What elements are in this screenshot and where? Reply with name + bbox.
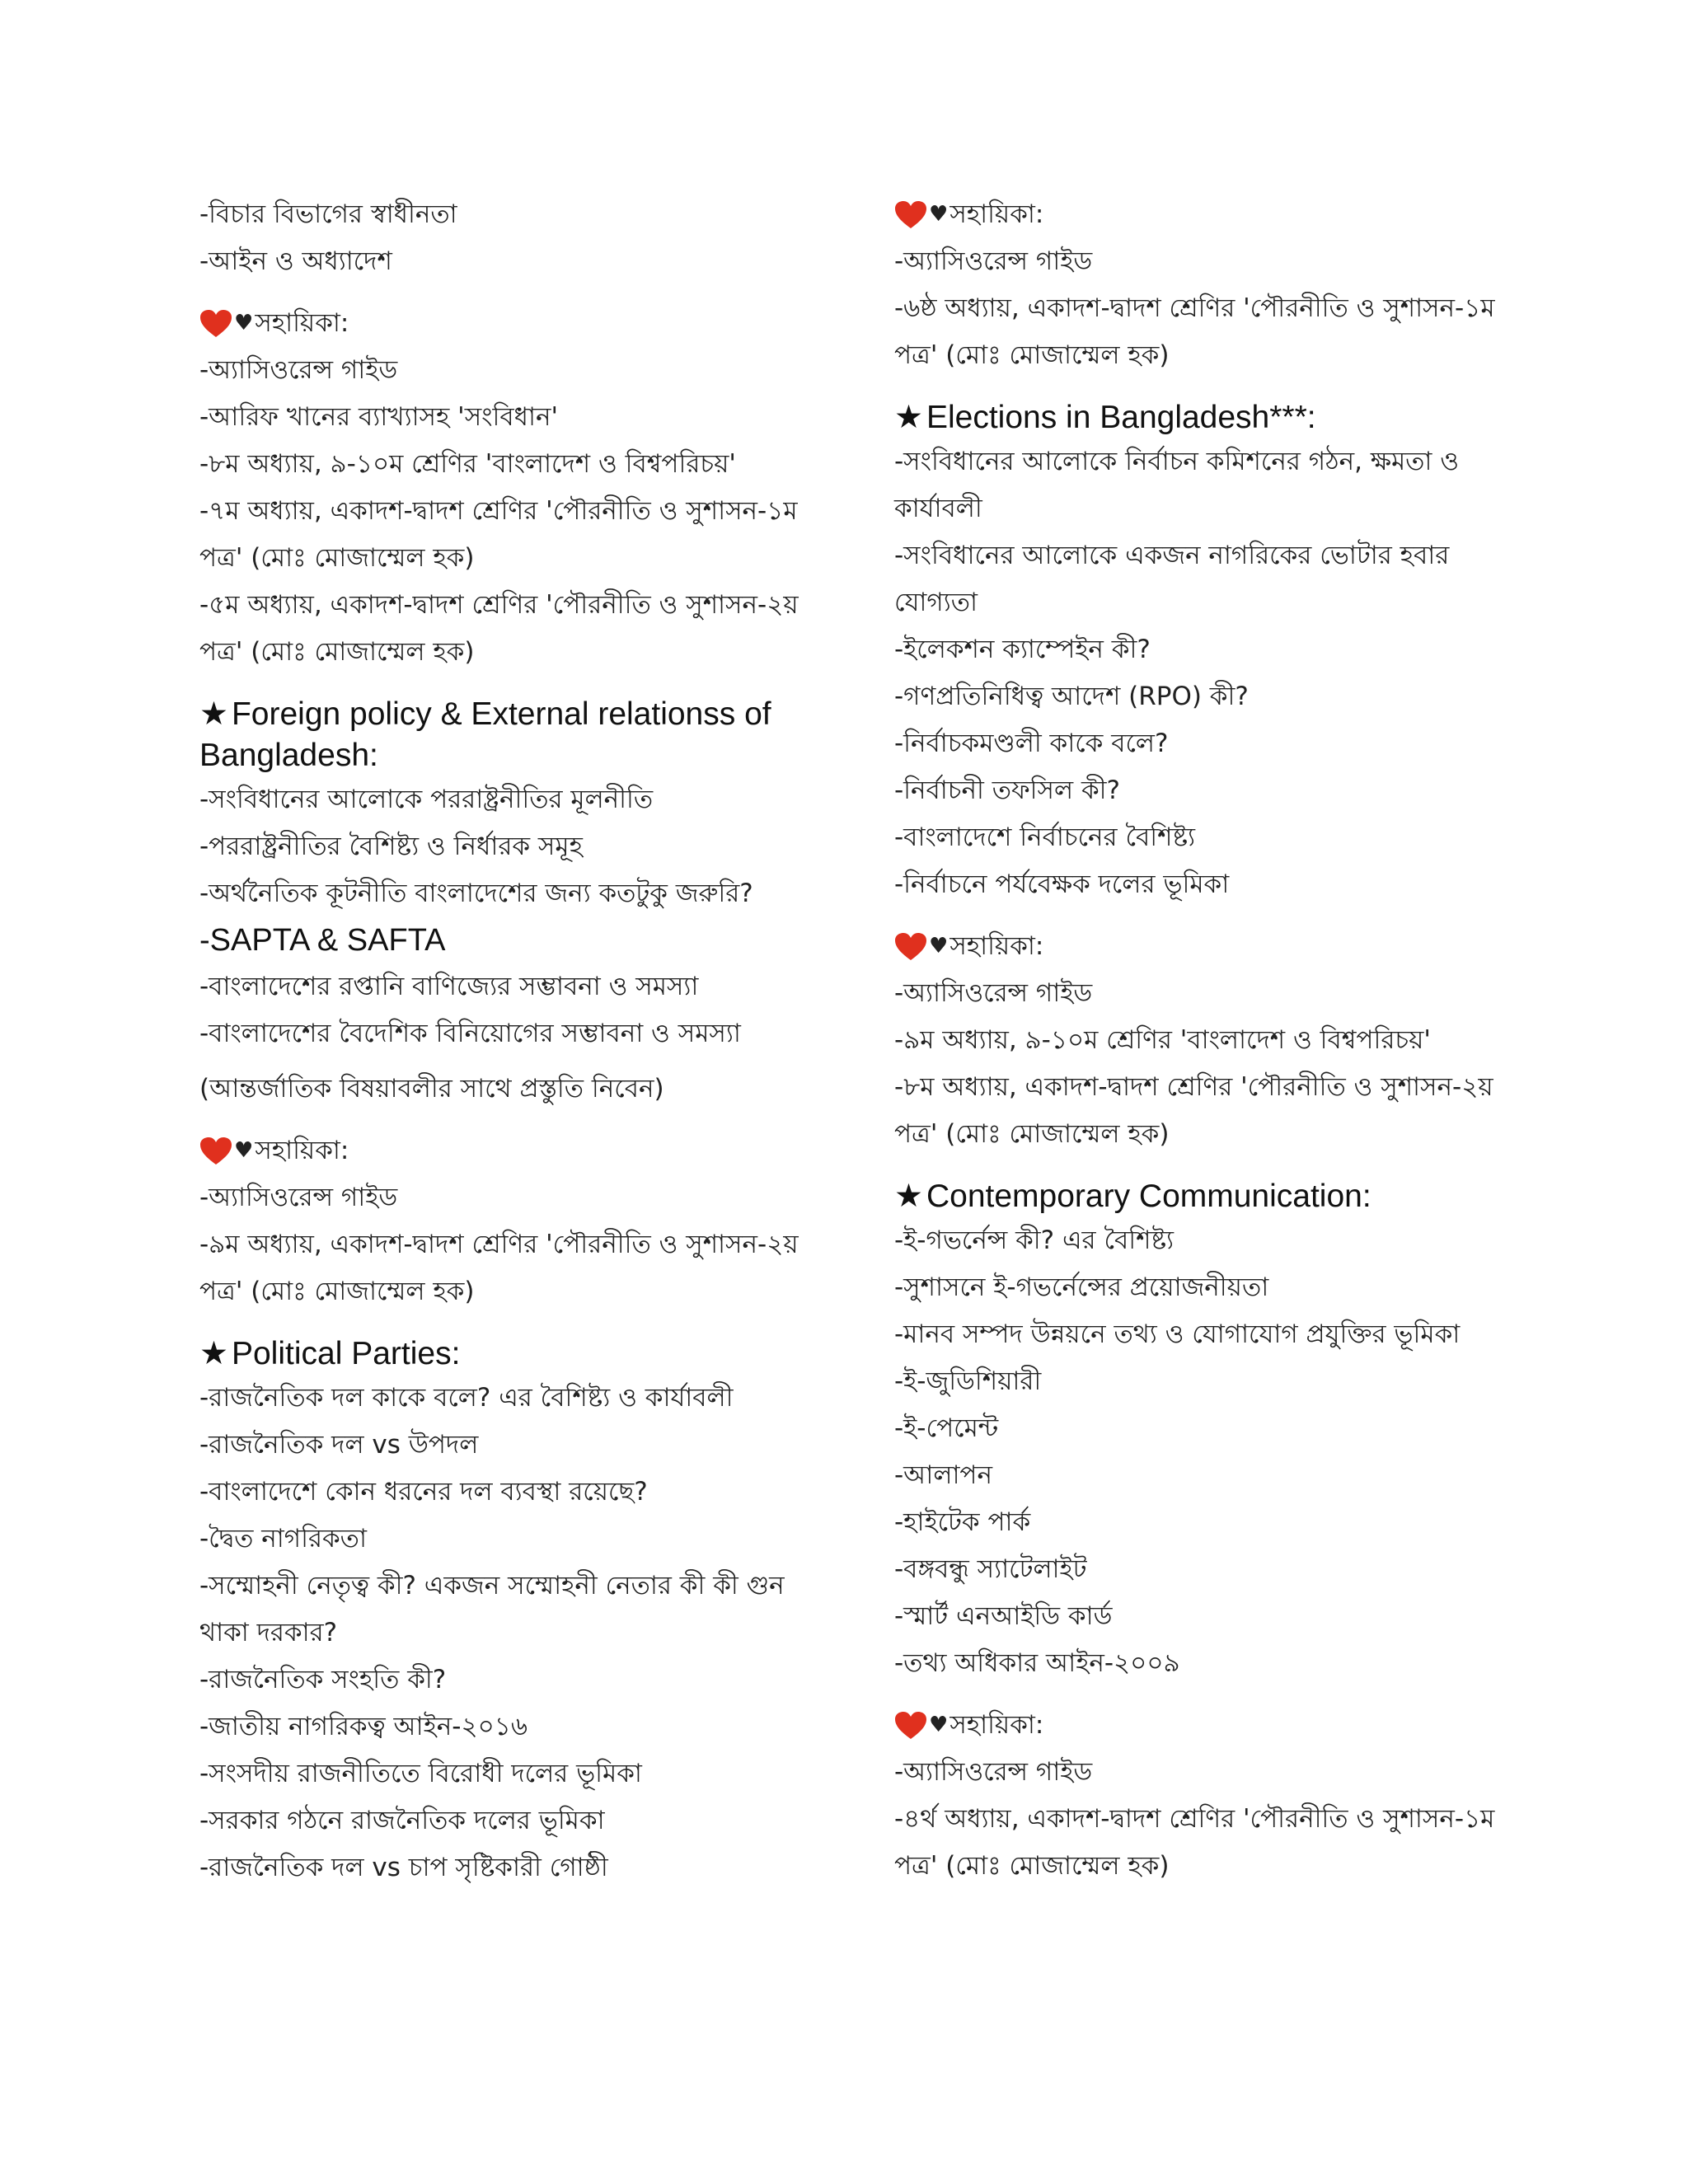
list-item: -পররাষ্ট্রনীতির বৈশিষ্ট্য ও নির্ধারক সমূহ <box>199 832 583 861</box>
list-item: -আইন ও অধ্যাদেশ <box>199 246 392 276</box>
list-item: -অ্যাসিওরেন্স গাইড <box>199 355 398 385</box>
list-item: -৯ম অধ্যায়, একাদশ-দ্বাদশ শ্রেণির 'পৌরনীতি ও সুশাসন-২য় পত্র' (মোঃ মোজাম্মেল হক) <box>199 1230 799 1306</box>
star-icon: ★ <box>199 1336 228 1371</box>
list-item: -অ্যাসিওরেন্স গাইড <box>199 1183 398 1212</box>
list-item: -বাংলাদেশে নির্বাচনের বৈশিষ্ট্য <box>894 823 1196 852</box>
list-item: -বাংলাদেশের রপ্তানি বাণিজ্যের সম্ভাবনা ও সমস্যা <box>199 972 699 1001</box>
helper-title: সহায়িকা: <box>950 199 1044 229</box>
list-item: -সংবিধানের আলোকে পররাষ্ট্রনীতির মূলনীতি <box>199 785 654 814</box>
list-item: -আরিফ খানের ব্যাখ্যাসহ 'সংবিধান' <box>199 402 559 432</box>
helper-heading <box>199 1127 826 1174</box>
list-item: -ই-জুডিশিয়ারী <box>894 1366 1042 1396</box>
helper-title: সহায়িকা: <box>950 931 1044 961</box>
list-item: -অ্যাসিওরেন্স গাইড <box>894 1757 1093 1787</box>
red-heart-icon <box>894 932 927 962</box>
black-heart-icon: ♥ <box>234 311 254 335</box>
helper-heading <box>894 1702 1521 1749</box>
helper-title: সহায়িকা: <box>255 308 349 338</box>
red-heart-icon <box>894 1711 927 1741</box>
helper-heading <box>199 300 826 347</box>
helper-title: সহায়িকা: <box>255 1136 349 1165</box>
list-item: -ইলেকশন ক্যাম্পেইন কী? <box>894 635 1151 664</box>
preparation-note: (আন্তর্জাতিক বিষয়াবলীর সাথে প্রস্তুতি নিবেন) <box>199 1074 664 1104</box>
list-item: -রাজনৈতিক সংহতি কী? <box>199 1665 447 1694</box>
black-heart-icon: ♥ <box>234 1138 254 1163</box>
red-heart-icon <box>894 200 927 230</box>
list-item: -৪র্থ অধ্যায়, একাদশ-দ্বাদশ শ্রেণির 'পৌরনীতি ও সুশাসন-১ম পত্র' (মোঃ মোজাম্মেল হক) <box>894 1804 1495 1881</box>
list-item: -৯ম অধ্যায়, ৯-১০ম শ্রেণির 'বাংলাদেশ ও বিশ্বপরিচয়' <box>894 1025 1431 1055</box>
list-item: -গণপ্রতিনিধিত্ব আদেশ (RPO) কী? <box>894 682 1249 711</box>
list-item: -নির্বাচনে পর্যবেক্ষক দলের ভূমিকা <box>894 869 1230 899</box>
list-item: -রাজনৈতিক দল কাকে বলে? এর বৈশিষ্ট্য ও কার্যাবলী <box>199 1383 734 1413</box>
black-heart-icon: ♥ <box>929 934 949 958</box>
list-item: -অ্যাসিওরেন্স গাইড <box>894 978 1093 1008</box>
list-item: -স্মার্ট এনআইডি কার্ড <box>894 1601 1113 1631</box>
list-item: -দ্বৈত নাগরিকতা <box>199 1524 367 1554</box>
list-item: -রাজনৈতিক দল vs উপদল <box>199 1430 479 1460</box>
black-heart-icon: ♥ <box>929 1713 949 1737</box>
list-item: -সংসদীয় রাজনীতিতে বিরোধী দলের ভূমিকা <box>199 1759 642 1788</box>
list-item: -সরকার গঠনে রাজনৈতিক দলের ভূমিকা <box>199 1806 605 1835</box>
list-item: -তথ্য অধিকার আইন-২০০৯ <box>894 1648 1180 1678</box>
star-icon: ★ <box>199 696 228 732</box>
list-item: -ই-পেমেন্ট <box>894 1413 999 1443</box>
list-item: -৬ষ্ঠ অধ্যায়, একাদশ-দ্বাদশ শ্রেণির 'পৌরনীতি ও সুশাসন-১ম পত্র' (মোঃ মোজাম্মেল হক) <box>894 293 1495 370</box>
section-heading-elections: ★ Elections in Bangladesh***: <box>894 400 1316 435</box>
list-item: -বিচার বিভাগের স্বাধীনতা <box>199 199 457 229</box>
red-heart-icon <box>199 1137 232 1166</box>
list-item: -৭ম অধ্যায়, একাদশ-দ্বাদশ শ্রেণির 'পৌরনীতি ও সুশাসন-১ম পত্র' (মোঃ মোজাম্মেল হক) <box>199 496 798 573</box>
list-item: -হাইটেক পার্ক <box>894 1507 1031 1537</box>
red-heart-icon <box>199 309 232 339</box>
section-heading-foreign-policy: ★ Foreign policy & External relationss of Bangladesh: <box>199 696 771 773</box>
list-item: -জাতীয় নাগরিকত্ব আইন-২০১৬ <box>199 1712 528 1741</box>
list-item: -অর্থনৈতিক কূটনীতি বাংলাদেশের জন্য কতটুকু জরুরি? <box>199 879 753 908</box>
section-heading-communication: ★ Contemporary Communication: <box>894 1179 1372 1214</box>
list-item: -বাংলাদেশের বৈদেশিক বিনিয়োগের সম্ভাবনা ও সমস্যা <box>199 1019 741 1048</box>
list-item: -অ্যাসিওরেন্স গাইড <box>894 246 1093 276</box>
list-item: -বঙ্গবন্ধু স্যাটেলাইট <box>894 1554 1087 1584</box>
list-item: -সংবিধানের আলোকে নির্বাচন কমিশনের গঠন, ক্ষমতা ও কার্যাবলী <box>894 447 1460 523</box>
right-column <box>894 191 1521 1890</box>
sapta-safta: -SAPTA & SAFTA <box>199 923 446 958</box>
list-item: -৫ম অধ্যায়, একাদশ-দ্বাদশ শ্রেণির 'পৌরনীতি ও সুশাসন-২য় পত্র' (মোঃ মোজাম্মেল হক) <box>199 590 799 667</box>
helper-title: সহায়িকা: <box>950 1710 1044 1740</box>
list-item: -রাজনৈতিক দল vs চাপ সৃষ্টিকারী গোষ্ঠী <box>199 1853 608 1882</box>
black-heart-icon: ♥ <box>929 202 949 227</box>
left-column <box>199 191 826 1891</box>
list-item: -বাংলাদেশে কোন ধরনের দল ব্যবস্থা রয়েছে? <box>199 1477 648 1507</box>
list-item: -ই-গভর্নেন্স কী? এর বৈশিষ্ট্য <box>894 1226 1175 1255</box>
helper-heading <box>894 923 1521 970</box>
helper-heading <box>894 191 1521 238</box>
list-item: -নির্বাচনী তফসিল কী? <box>894 776 1120 805</box>
list-item: -মানব সম্পদ উন্নয়নে তথ্য ও যোগাযোগ প্রযুক্তির ভূমিকা <box>894 1319 1461 1349</box>
list-item: -৮ম অধ্যায়, ৯-১০ম শ্রেণির 'বাংলাদেশ ও বিশ্বপরিচয়' <box>199 449 736 479</box>
star-icon: ★ <box>894 1179 923 1214</box>
list-item: -আলাপন <box>894 1460 992 1490</box>
list-item: -সুশাসনে ই-গভর্নেন্সের প্রয়োজনীয়তা <box>894 1272 1269 1302</box>
star-icon: ★ <box>894 400 923 435</box>
list-item: -সংবিধানের আলোকে একজন নাগরিকের ভোটার হবার যোগ্যতা <box>894 541 1450 617</box>
list-item: -৮ম অধ্যায়, একাদশ-দ্বাদশ শ্রেণির 'পৌরনীতি ও সুশাসন-২য় পত্র' (মোঃ মোজাম্মেল হক) <box>894 1072 1493 1149</box>
section-heading-political-parties: ★ Political Parties: <box>199 1336 461 1371</box>
list-item: -সম্মোহনী নেতৃত্ব কী? একজন সম্মোহনী নেতার কী কী গুন থাকা দরকার? <box>199 1571 785 1647</box>
list-item: -নির্বাচকমণ্ডলী কাকে বলে? <box>894 729 1169 758</box>
